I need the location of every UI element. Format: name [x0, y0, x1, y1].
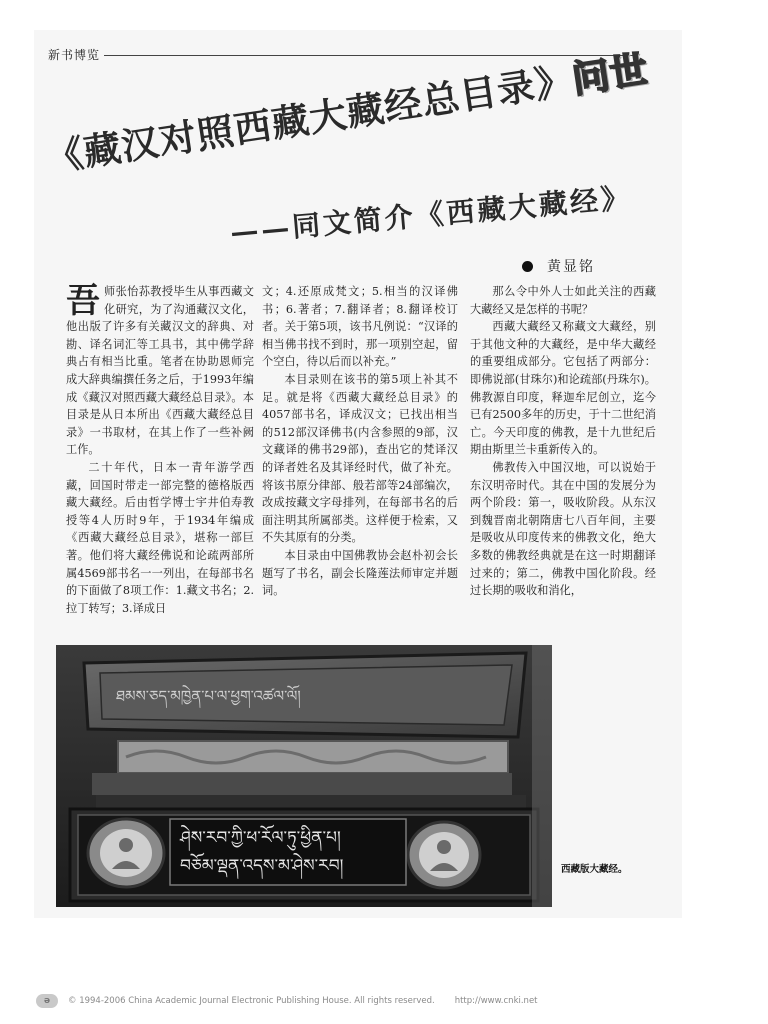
bullet-icon: [522, 261, 533, 272]
drop-cap: 吾: [66, 281, 100, 321]
paragraph: 本目录则在该书的第5项上补其不足。就是将《西藏大藏经总目录》的4057部书名，译成汉文；已找出相当的512部汉译佛书(内含参照的9部，汉文藏译的佛书29部)，查出它的梵译汉的译者姓名及其译经时代，做了补充。将该书原分律部、般若部等24部编次，改成按藏文字母排列，在每部书名的后面注明其所属部类。这样便于检索，又不失其原有的分类。: [262, 372, 458, 545]
text-column-2: [262, 283, 458, 600]
author-byline: [522, 256, 595, 276]
paragraph: 佛教传入中国汉地，可以说始于东汉明帝时代。其在中国的发展分为两个阶段：第一，吸收阶段。从东汉到魏晋南北朝隋唐七八百年间，主要是吸收从印度传来的佛教文化，绝大多数的佛教经典就是在这一时期翻译过来的；第二，佛教中国化阶段。经过长期的吸收和消化，: [470, 460, 656, 598]
section-header: 新书博览: [48, 48, 101, 62]
upper-board-script: ཐམས་ཅད་མཁྱེན་པ་ལ་ཕྱག་འཚལ་ལོ།: [116, 687, 301, 705]
panel-script-line-1: ཤེས་རབ་ཀྱི་ཕ་རོལ་ཏུ་ཕྱིན་པ།: [180, 828, 341, 848]
paragraph-text: 师张怡荪教授毕生从事西藏文化研究，为了沟通藏汉文化，他出版了许多有关藏汉文的辞典、对勘、译名词汇等工具书，其中佛学辞典占有相当比重。笔者在协助恩师完成大辞典编撰任务之后，于1993年编成《藏汉对照西藏大藏经总目录》。本目录是从日本所出《西藏大藏经总目录》一书取材，在其上作了一些补阙工作。: [66, 285, 254, 457]
paragraph: 西藏大藏经又称藏文大藏经，别于其他文种的大藏经，是中华大藏经的重要组成部分。它包括了两部分：即佛说部(甘珠尔)和论疏部(丹珠尔)。佛教源自印度，释迦牟尼创立，迄今已有2500多年的历史，于十二世纪消亡。今天印度的佛教，是十九世纪后期由斯里兰卡重新传入的。: [470, 320, 656, 457]
article-title-text: 《藏汉对照西藏大藏经总目录》: [43, 57, 576, 181]
copyright-text: © 1994-2006 China Academic Journal Electronic Publishing House. All rights reserved.: [68, 996, 435, 1006]
footer-link[interactable]: http://www.cnki.net: [454, 996, 538, 1006]
article-title-hollow: 问世: [569, 46, 652, 102]
panel-script-line-2: བཅོམ་ལྡན་འདས་མ་ཤེས་རབ།: [180, 856, 344, 876]
paragraph: [66, 283, 254, 459]
paragraph: 本目录由中国佛教协会赵朴初会长题写了书名，副会长隆莲法师审定并题词。: [262, 548, 458, 598]
text-column-3: [470, 283, 656, 600]
photo-caption: 西藏版大藏经。: [561, 864, 628, 875]
cnki-logo-icon: ə: [36, 994, 58, 1008]
paragraph: 二十年代，日本一青年游学西藏，回国时带走一部完整的德格版西藏大藏经。后由哲学博士宇井伯寿教授等4人历时9年，于1934年编成《西藏大藏经总目录》，堪称一部巨著。他们将大藏经佛说和论疏两部所属4569部书名一一列出，在每部书名的下面做了8项工作：1.藏文书名；2.拉丁转写；3.译成日: [66, 460, 254, 615]
footer: [36, 994, 538, 1008]
author-name: 黄显铭: [547, 259, 595, 275]
paragraph: 文；4.还原成梵文；5.相当的汉译佛书；6.著者；7.翻译者；8.翻译校订者。关于第5项，该书凡例说：“汉译的相当佛书找不到时，那一项别空起，留个空白，待以后而以补充。”: [262, 285, 458, 369]
text-column-1: [66, 283, 254, 617]
article-subtitle: ——同文简介《西藏大藏经》: [228, 181, 634, 250]
tibetan-tripitaka-photo: [56, 645, 552, 907]
paragraph: 那么令中外人士如此关注的西藏大藏经又是怎样的书呢？: [470, 285, 656, 316]
